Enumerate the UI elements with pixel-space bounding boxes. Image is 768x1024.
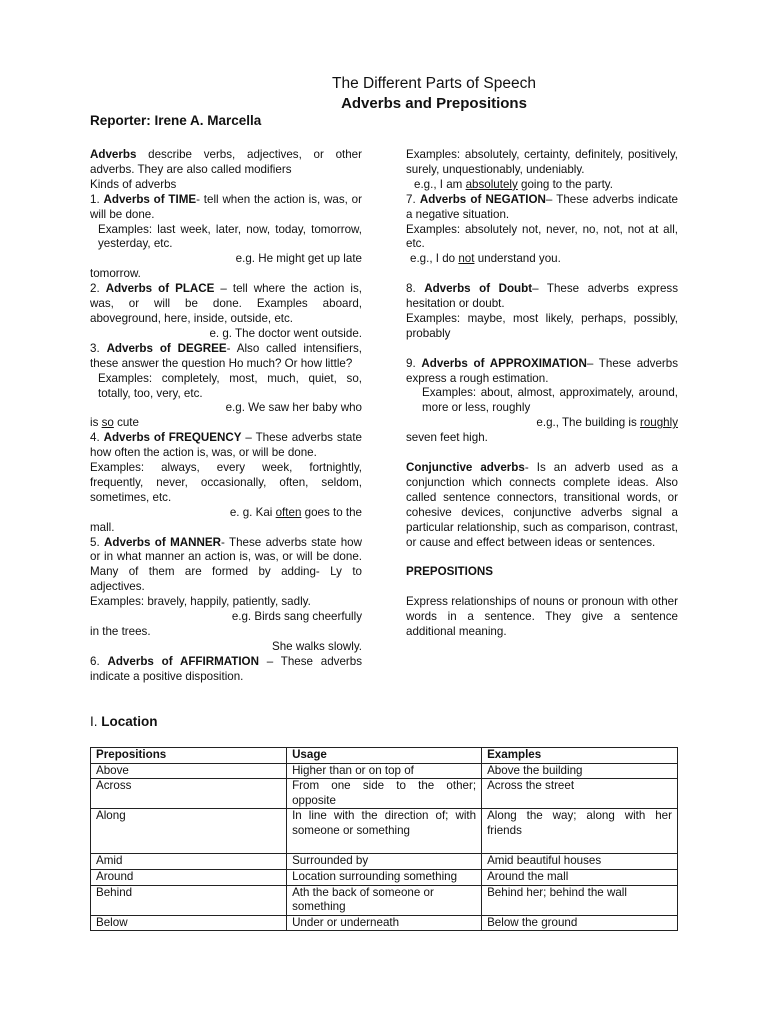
table-row <box>91 869 678 885</box>
table-row <box>91 763 678 779</box>
adverbs-of-frequency: 4. Adverbs of FREQUENCY – These adverbs state how often the action is, was, or will be done. <box>90 431 362 460</box>
adverbs-intro: Adverbs describe verbs, adjectives, or other adverbs. They are also called modifiers <box>90 148 362 176</box>
time-examples: Examples: last week, later, now, today, tomorrow, yesterday, etc. <box>98 222 362 251</box>
kinds-of-adverbs: Kinds of adverbs <box>90 177 177 191</box>
table-header-row <box>91 748 678 764</box>
table-cell: From one side to the other; opposite <box>287 779 482 809</box>
negation-eg: e.g., I do not understand you. <box>410 252 561 266</box>
table-cell: Under or underneath <box>287 915 482 931</box>
doubt-examples: Examples: maybe, most likely, perhaps, possibly, probably <box>406 311 678 340</box>
adverbs-of-approximation: 9. Adverbs of APPROXIMATION– These adverbs express a rough estimation. <box>406 356 678 385</box>
adverbs-of-negation: 7. Adverbs of NEGATION– These adverbs indicate a negative situation. <box>406 192 679 221</box>
table-row <box>91 809 678 854</box>
frequency-examples: Examples: always, every week, fortnightly, frequently, never, occasionally, often, seldom, sometimes, etc. <box>90 461 362 504</box>
table-cell: Below the ground <box>482 915 678 931</box>
manner-examples: Examples: bravely, happily, patiently, sadly. <box>90 595 311 609</box>
table-cell: Higher than or on top of <box>287 763 482 779</box>
manner-eg-2: She walks slowly. <box>272 639 362 653</box>
adverbs-of-manner: 5. Adverbs of MANNER- These adverbs state how or in what manner an action is, was, or will be done. Many of them are formed by adding- Ly to adjectives. <box>90 535 362 594</box>
manner-eg: e.g. Birds sang cheerfully <box>231 610 362 624</box>
location-prepositions-table <box>90 747 678 931</box>
table-cell: Amid beautiful houses <box>482 854 678 870</box>
table-cell: Below <box>91 915 287 931</box>
table-cell: Along the way; along with her friends <box>482 809 678 854</box>
table-cell: In line with the direction of; with someone or something <box>287 809 482 854</box>
adverbs-of-doubt: 8. Adverbs of Doubt– These adverbs express hesitation or doubt. <box>406 282 678 311</box>
table-row <box>91 779 678 809</box>
adverbs-of-time: 1. Adverbs of TIME- tell when the action is, was, or will be done. <box>90 192 362 221</box>
degree-eg: e.g. We saw her baby who <box>225 401 362 415</box>
table-cell: Above the building <box>482 763 678 779</box>
place-eg: e. g. The doctor went outside. <box>209 326 362 340</box>
degree-eg-cont: is so cute <box>90 416 139 430</box>
right-column <box>406 148 678 640</box>
approximation-examples: Examples: about, almost, approximately, around, more or less, roughly <box>422 386 678 415</box>
manner-eg-cont: in the trees. <box>90 625 151 638</box>
reporter-line: Reporter: Irene A. Marcella <box>90 113 262 128</box>
degree-examples: Examples: completely, most, much, quiet, so, totally, too, very, etc. <box>98 371 362 400</box>
affirmation-examples: Examples: absolutely, certainty, definitely, positively, surely, unquestionably, undeniably. <box>406 148 678 176</box>
table-row <box>91 915 678 931</box>
adverbs-of-affirmation: 6. Adverbs of AFFIRMATION – These adverbs indicate a positive disposition. <box>90 654 363 683</box>
table-cell: Along <box>91 809 287 854</box>
table-cell: Location surrounding something <box>287 869 482 885</box>
negation-examples: Examples: absolutely not, never, no, not, not at all, etc. <box>406 222 678 251</box>
document-title: The Different Parts of Speech <box>332 75 536 92</box>
location-heading: I. Location <box>90 714 158 729</box>
table-header-cell: Prepositions <box>91 748 287 764</box>
approximation-eg-cont: seven feet high. <box>406 431 488 445</box>
table-cell: Surrounded by <box>287 854 482 870</box>
time-eg-cont: tomorrow. <box>90 267 141 281</box>
table-cell: Behind <box>91 885 287 915</box>
table-cell: Across <box>91 779 287 809</box>
table-header-cell: Usage <box>287 748 482 764</box>
frequency-eg-cont: mall. <box>90 520 115 534</box>
approximation-eg: e.g., The building is roughly <box>536 416 678 430</box>
table-cell: Around the mall <box>482 869 678 885</box>
adverbs-of-place: 2. Adverbs of PLACE – tell where the action is, was, or will be done. Examples aboard, aboveground, here, inside, outside, etc. <box>90 282 362 325</box>
affirmation-eg: e.g., I am absolutely going to the party. <box>414 177 613 191</box>
left-column <box>90 148 362 685</box>
prepositions-description: Express relationships of nouns or pronoun with other words in a sentence. They give a sentence additional meaning. <box>406 595 678 638</box>
table-cell: Across the street <box>482 779 678 809</box>
frequency-eg: e. g. Kai often goes to the <box>229 505 362 519</box>
table-cell: Ath the back of someone or something <box>287 885 482 915</box>
time-eg: e.g. He might get up late <box>235 252 362 266</box>
table-row <box>91 854 678 870</box>
table-cell: Behind her; behind the wall <box>482 885 678 915</box>
table-cell: Around <box>91 869 287 885</box>
table-cell: Amid <box>91 854 287 870</box>
table-header-cell: Examples <box>482 748 678 764</box>
adverbs-of-degree: 3. Adverbs of DEGREE- Also called intensifiers, these answer the question Ho much? Or how little? <box>90 341 362 370</box>
document-subtitle: Adverbs and Prepositions <box>341 95 527 112</box>
conjunctive-adverbs: Conjunctive adverbs- Is an adverb used as a conjunction which connects complete ideas. Also called sentence connectors, transitional words, or cohesive devices, conjunctive adverbs signal a particular relationship, such as comparison, contrast, or cause and effect between ideas or sentences. <box>406 460 678 549</box>
table-row <box>91 885 678 915</box>
table-cell: Above <box>91 763 287 779</box>
prepositions-heading: PREPOSITIONS <box>406 565 493 579</box>
